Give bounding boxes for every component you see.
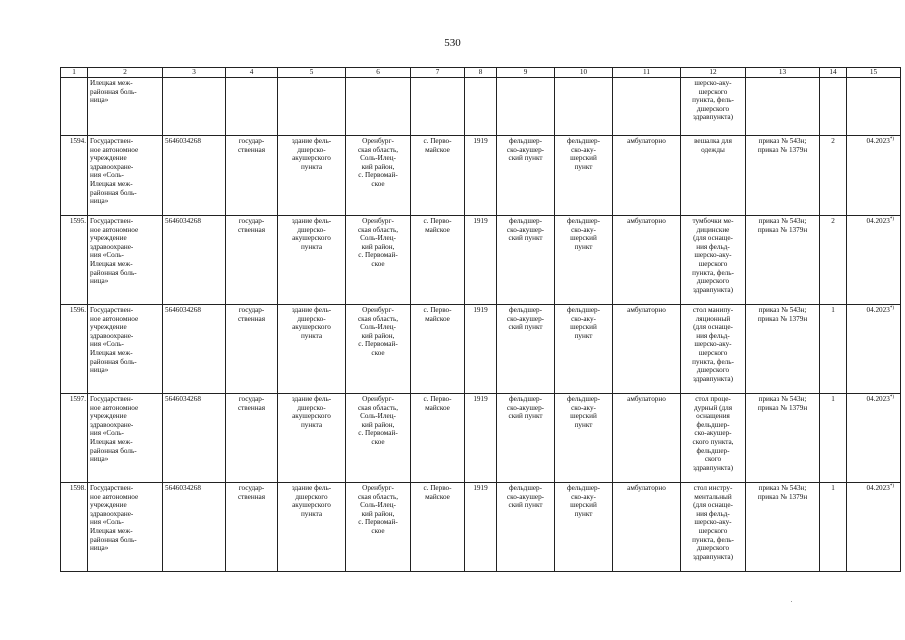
cell-item: тумбочки ме- дицинские (для оснаще- ния фельд- шерско-аку- шерского пункта, фель- дшерского здравпункта) xyxy=(681,216,746,305)
cell-item: стол проце- дурный (для оснащения фельдшер- ско-акушер- ского пункта, фельдшер- ского здравпункта) xyxy=(681,394,746,483)
column-number: 12 xyxy=(681,68,746,78)
cell-item: шерско-аку- шерского пункта, фель- дшерского здравпункта) xyxy=(681,78,746,136)
cell-organization: Государствен- ное автономное учреждение здравоохране- ния «Соль- Илецкая меж- районная боль- ница» xyxy=(88,136,163,216)
column-number: 10 xyxy=(555,68,613,78)
cell-inn: 5646034268 xyxy=(163,136,226,216)
cell-order: приказ № 543н; приказ № 1379н xyxy=(746,216,820,305)
cell-item: стол инстру- ментальный (для оснаще- ния фельд- шерско-аку- шерского пункта, фель- дшерского здравпункта) xyxy=(681,483,746,572)
cell-ownership: государ- ственная xyxy=(226,394,278,483)
cell-item: вешалка для одежды xyxy=(681,136,746,216)
cell-care-form: амбулаторно xyxy=(613,394,681,483)
cell-inn: 5646034268 xyxy=(163,216,226,305)
column-number: 11 xyxy=(613,68,681,78)
cell-address: Оренбург- ская область, Соль-Илец- кий район, с. Первомай- ское xyxy=(346,483,411,572)
cell-date xyxy=(847,394,901,483)
cell-address: Оренбург- ская область, Соль-Илец- кий район, с. Первомай- ское xyxy=(346,136,411,216)
cell-empty xyxy=(613,78,681,136)
cell-row-number: 1598. xyxy=(61,483,88,572)
cell-unit-type: фельдшер- ско-аку- шерский пункт xyxy=(555,305,613,394)
cell-unit-type: фельдшер- ско-аку- шерский пункт xyxy=(555,216,613,305)
column-number: 5 xyxy=(278,68,346,78)
cell-empty xyxy=(746,78,820,136)
table-row xyxy=(61,305,901,394)
footnote-mark: *) xyxy=(889,137,894,142)
date-value: 04.2023 xyxy=(866,306,890,314)
column-number: 9 xyxy=(497,68,555,78)
footnote-mark: *) xyxy=(889,306,894,311)
cell-ownership: государ- ственная xyxy=(226,136,278,216)
cell-order: приказ № 543н; приказ № 1379н xyxy=(746,483,820,572)
cell-inn: 5646034268 xyxy=(163,483,226,572)
cell-inn: 5646034268 xyxy=(163,305,226,394)
column-number: 4 xyxy=(226,68,278,78)
cell-empty xyxy=(61,78,88,136)
cell-organization: Государствен- ное автономное учреждение здравоохране- ния «Соль- Илецкая меж- районная боль- ница» xyxy=(88,305,163,394)
column-number: 15 xyxy=(847,68,901,78)
table-row xyxy=(61,136,901,216)
cell-empty xyxy=(847,78,901,136)
cell-empty xyxy=(411,78,465,136)
column-number: 8 xyxy=(465,68,497,78)
cell-quantity: 2 xyxy=(820,216,847,305)
footnote-mark: *) xyxy=(889,217,894,222)
column-number: 6 xyxy=(346,68,411,78)
date-value: 04.2023 xyxy=(866,395,890,403)
cell-quantity: 1 xyxy=(820,394,847,483)
cell-item: стол манипу- ляционный (для оснаще- ния фельд- шерско-аку- шерского пункта, фель- дшерского здравпункта) xyxy=(681,305,746,394)
cell-date xyxy=(847,305,901,394)
cell-year: 1919 xyxy=(465,216,497,305)
cell-empty xyxy=(555,78,613,136)
cell-organization: Государствен- ное автономное учреждение здравоохране- ния «Соль- Илецкая меж- районная боль- ница» xyxy=(88,394,163,483)
column-number: 3 xyxy=(163,68,226,78)
cell-building: здание фель- дшерско- акушерского пункта xyxy=(278,305,346,394)
scan-speck xyxy=(791,601,792,602)
footnote-mark: *) xyxy=(889,395,894,400)
registry-table xyxy=(60,67,901,572)
cell-empty xyxy=(346,78,411,136)
date-value: 04.2023 xyxy=(866,137,890,145)
footnote-mark: *) xyxy=(889,484,894,489)
cell-unit-type: фельдшер- ско-аку- шерский пункт xyxy=(555,394,613,483)
cell-unit: фельдшер- ско-акушер- ский пункт xyxy=(497,483,555,572)
cell-date xyxy=(847,216,901,305)
table-row xyxy=(61,483,901,572)
continuation-row xyxy=(61,78,901,136)
cell-settlement: с. Перво- майское xyxy=(411,483,465,572)
cell-unit: фельдшер- ско-акушер- ский пункт xyxy=(497,394,555,483)
column-number: 13 xyxy=(746,68,820,78)
cell-unit: фельдшер- ско-акушер- ский пункт xyxy=(497,305,555,394)
cell-order: приказ № 543н; приказ № 1379н xyxy=(746,305,820,394)
cell-settlement: с. Перво- майское xyxy=(411,136,465,216)
table-row xyxy=(61,216,901,305)
cell-unit: фельдшер- ско-акушер- ский пункт xyxy=(497,216,555,305)
cell-building: здание фель- дшерского акушерского пункта xyxy=(278,483,346,572)
date-value: 04.2023 xyxy=(866,217,890,225)
cell-unit: фельдшер- ско-акушер- ский пункт xyxy=(497,136,555,216)
cell-empty xyxy=(820,78,847,136)
table-row xyxy=(61,394,901,483)
cell-row-number: 1597. xyxy=(61,394,88,483)
cell-order: приказ № 543н; приказ № 1379н xyxy=(746,394,820,483)
column-number: 7 xyxy=(411,68,465,78)
cell-order: приказ № 543н; приказ № 1379н xyxy=(746,136,820,216)
cell-ownership: государ- ственная xyxy=(226,216,278,305)
cell-building: здание фель- дшерско- акушерского пункта xyxy=(278,216,346,305)
cell-empty xyxy=(497,78,555,136)
cell-year: 1919 xyxy=(465,305,497,394)
cell-settlement: с. Перво- майское xyxy=(411,394,465,483)
cell-unit-type: фельдшер- ско-аку- шерский пункт xyxy=(555,136,613,216)
cell-care-form: амбулаторно xyxy=(613,136,681,216)
cell-care-form: амбулаторно xyxy=(613,305,681,394)
cell-date xyxy=(847,136,901,216)
cell-quantity: 1 xyxy=(820,483,847,572)
column-number: 14 xyxy=(820,68,847,78)
cell-organization: Илецкая меж- районная боль- ница» xyxy=(88,78,163,136)
cell-care-form: амбулаторно xyxy=(613,483,681,572)
cell-year: 1919 xyxy=(465,394,497,483)
cell-year: 1919 xyxy=(465,483,497,572)
cell-unit-type: фельдшер- ско-аку- шерский пункт xyxy=(555,483,613,572)
cell-address: Оренбург- ская область, Соль-Илец- кий район, с. Первомай- ское xyxy=(346,394,411,483)
cell-empty xyxy=(226,78,278,136)
cell-organization: Государствен- ное автономное учреждение здравоохране- ния «Соль- Илецкая меж- районная боль- ница» xyxy=(88,216,163,305)
cell-year: 1919 xyxy=(465,136,497,216)
cell-row-number: 1595. xyxy=(61,216,88,305)
cell-organization: Государствен- ное автономное учреждение здравоохране- ния «Соль- Илецкая меж- районная боль- ница» xyxy=(88,483,163,572)
cell-empty xyxy=(278,78,346,136)
cell-ownership: государ- ственная xyxy=(226,305,278,394)
column-number: 1 xyxy=(61,68,88,78)
cell-building: здание фель- дшерско- акушерского пункта xyxy=(278,136,346,216)
cell-care-form: амбулаторно xyxy=(613,216,681,305)
cell-date xyxy=(847,483,901,572)
column-number: 2 xyxy=(88,68,163,78)
header-row xyxy=(61,68,901,78)
cell-settlement: с. Перво- майское xyxy=(411,305,465,394)
cell-inn: 5646034268 xyxy=(163,394,226,483)
cell-building: здание фель- дшерско- акушерского пункта xyxy=(278,394,346,483)
cell-settlement: с. Перво- майское xyxy=(411,216,465,305)
cell-ownership: государ- ственная xyxy=(226,483,278,572)
cell-address: Оренбург- ская область, Соль-Илец- кий район, с. Первомай- ское xyxy=(346,305,411,394)
cell-address: Оренбург- ская область, Соль-Илец- кий район, с. Первомай- ское xyxy=(346,216,411,305)
cell-quantity: 2 xyxy=(820,136,847,216)
cell-empty xyxy=(163,78,226,136)
cell-row-number: 1594. xyxy=(61,136,88,216)
cell-quantity: 1 xyxy=(820,305,847,394)
cell-empty xyxy=(465,78,497,136)
cell-row-number: 1596. xyxy=(61,305,88,394)
date-value: 04.2023 xyxy=(866,484,890,492)
page-number: 530 xyxy=(444,37,461,49)
table-body xyxy=(61,68,901,572)
